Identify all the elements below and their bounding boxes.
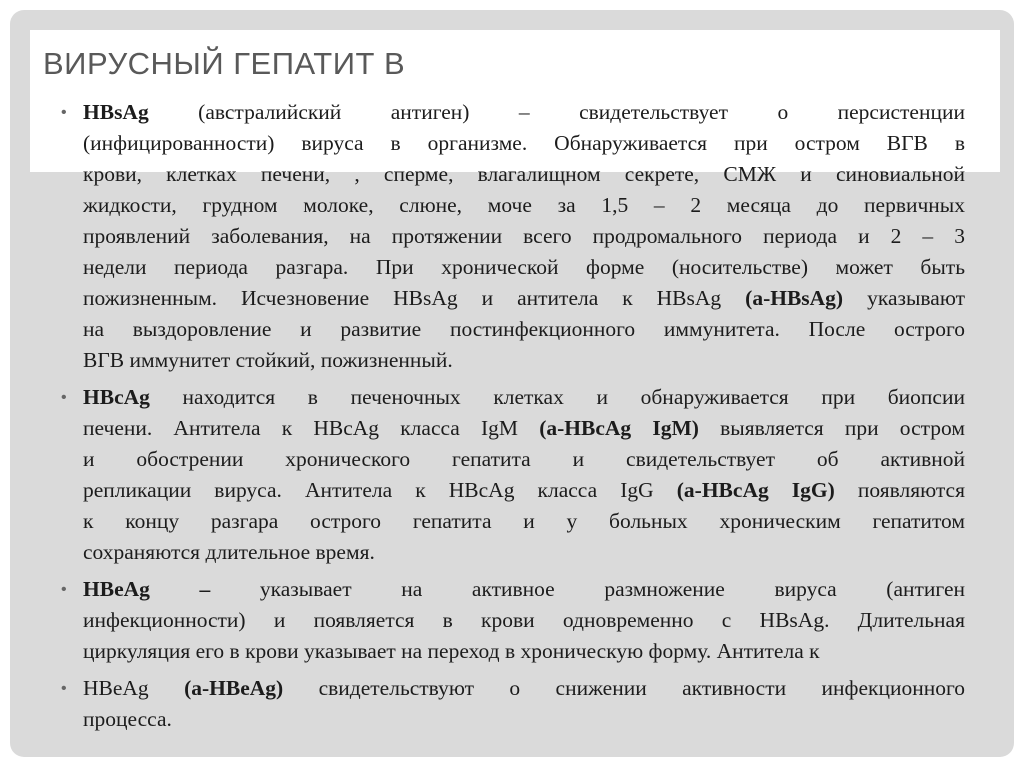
text-line (83, 345, 965, 376)
text-segment: выявляется при остром (698, 416, 965, 440)
bullet-paragraph (61, 574, 965, 667)
text-line (83, 283, 965, 314)
text-segment: сохраняются длительное время. (83, 540, 375, 564)
text-segment: ВГВ иммунитет стойкий, пожизненный. (83, 348, 453, 372)
text-line (83, 537, 965, 568)
text-segment: появляются (834, 478, 965, 502)
slide-body (61, 97, 966, 741)
text-line (83, 673, 965, 704)
text-segment: циркуляция его в крови указывает на переход в хроническую форму. Антитела к (83, 639, 820, 663)
text-segment: крови, клетках печени, , сперме, влагалищном секрете, СМЖ и синовиальной (83, 162, 965, 186)
text-segment: процесса. (83, 707, 172, 731)
bold-term: (a-HBcAg IgG) (676, 478, 835, 502)
bullet-paragraph (61, 97, 966, 376)
bullet-paragraph (61, 673, 965, 735)
bullet-icon: • (61, 680, 67, 697)
text-segment: HBeAg (83, 676, 185, 700)
text-line (83, 159, 965, 190)
text-segment: (австралийский антиген) – свидетельствует о персистенции (148, 100, 965, 124)
text-line (83, 444, 965, 475)
text-segment: инфекционности) и появляется в крови одновременно с HBsAg. Длительная (83, 608, 965, 632)
text-line (83, 252, 965, 283)
bold-term: HBeAg – (83, 577, 211, 601)
text-segment: репликации вируса. Антитела к HBcAg класса IgG (83, 478, 677, 502)
text-line (83, 636, 965, 667)
text-segment: пожизненным. Исчезновение HBsAg и антитела к HBsAg (83, 286, 746, 310)
text-segment: к концу разгара острого гепатита и у больных хроническим гепатитом (83, 509, 965, 533)
bold-term: (a-HBcAg IgM) (539, 416, 699, 440)
bullet-paragraph (61, 382, 965, 568)
bullet-icon: • (61, 104, 67, 121)
text-line (83, 605, 965, 636)
text-segment: (инфицированности) вируса в организме. Обнаруживается при остром ВГВ в (83, 131, 965, 155)
text-segment: свидетельствуют о снижении активности инфекционного (283, 676, 965, 700)
text-line (83, 574, 965, 605)
text-line (83, 382, 965, 413)
text-line (83, 506, 965, 537)
bullet-icon: • (61, 389, 67, 406)
text-segment: находится в печеночных клетках и обнаруживается при биопсии (149, 385, 965, 409)
text-line (83, 413, 965, 444)
text-segment: указывает на активное размножение вируса (антиген (210, 577, 965, 601)
bullet-icon: • (61, 581, 67, 598)
text-line (83, 314, 965, 345)
text-segment: и обострении хронического гепатита и свидетельствует об активной (83, 447, 965, 471)
text-segment: печени. Антитела к HBcAg класса IgM (83, 416, 540, 440)
text-segment: указывают (843, 286, 966, 310)
text-segment: недели периода разгара. При хронической форме (носительстве) может быть (83, 255, 965, 279)
slide-title: ВИРУСНЫЙ ГЕПАТИТ В (43, 46, 406, 81)
text-segment: проявлений заболевания, на протяжении всего продромального периода и 2 – 3 (83, 224, 965, 248)
text-segment: на выздоровление и развитие постинфекционного иммунитета. После острого (83, 317, 965, 341)
text-line (83, 190, 965, 221)
text-line (83, 128, 965, 159)
text-line (83, 475, 965, 506)
bold-term: (a-HBsAg) (745, 286, 844, 310)
bold-term: (a-HBeAg) (184, 676, 284, 700)
bold-term: HBsAg (83, 100, 149, 124)
text-line (83, 704, 965, 735)
bold-term: HBcAg (83, 385, 150, 409)
text-line (83, 221, 965, 252)
text-segment: жидкости, грудном молоке, слюне, моче за 1,5 – 2 месяца до первичных (83, 193, 965, 217)
text-line (83, 97, 965, 128)
